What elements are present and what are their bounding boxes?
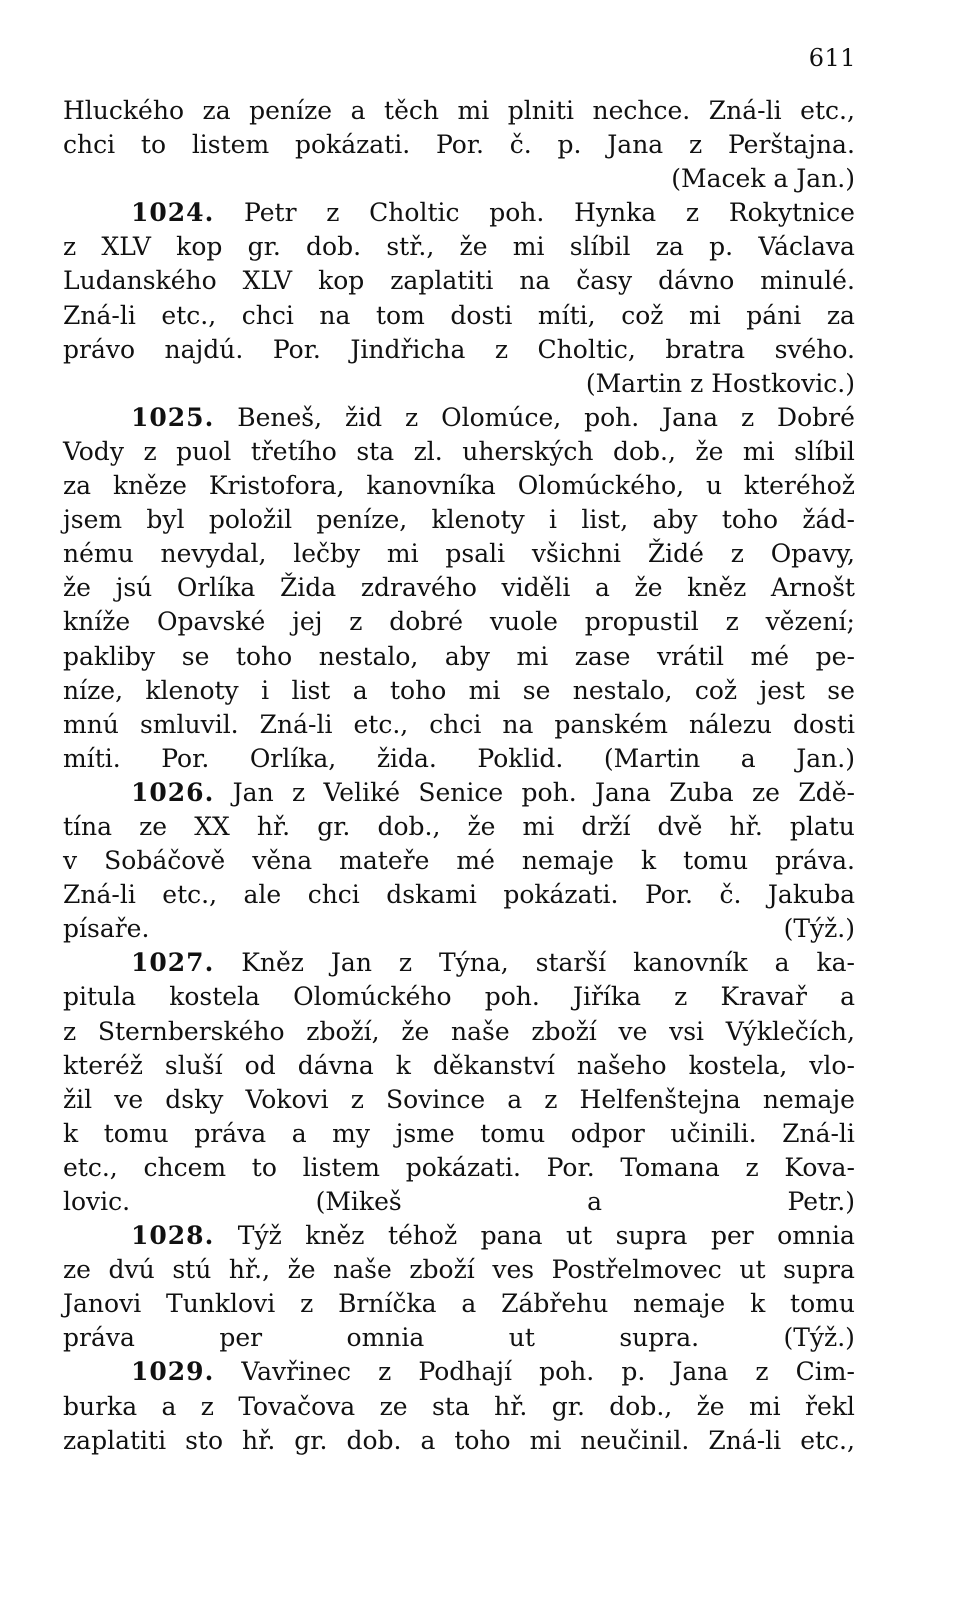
text-line: pitula kostela Olomúckého poh. Jiříka z Kravař a — [63, 982, 855, 1012]
entry-heading-1026: 1026. Jan z Veliké Senice poh. Jana Zuba ze Zdě- — [63, 776, 855, 810]
text-line: jsem byl položil peníze, klenoty i list, aby toho žád- — [63, 505, 855, 535]
text-line: níze, klenoty i list a toho mi se nestalo, což jest se — [63, 675, 855, 705]
text-line: mnú smluvil. Zná-li etc., chci na panském nálezu dosti — [63, 709, 855, 739]
entry-heading-1025: 1025. Beneš, žid z Olomúce, poh. Jana z Dobré — [63, 401, 855, 435]
text-line: žil ve dsky Vokovi z Sovince a z Helfenštejna nemaje — [63, 1084, 855, 1114]
text-line: nému nevydal, lečby mi psali všichni Židé z Opavy, — [63, 539, 855, 569]
entry-heading-1028: 1028. Týž kněz téhož pana ut supra per omnia — [63, 1219, 855, 1253]
text-line: práva per omnia ut supra. (Týž.) — [63, 1323, 855, 1353]
text-line: burka a z Tovačova ze sta hř. gr. dob., že mi řekl — [63, 1391, 855, 1421]
text-line: ze dvú stú hř., že naše zboží ves Postřelmovec ut supra — [63, 1255, 855, 1285]
text-line-signature: (Macek a Jan.) — [671, 164, 855, 194]
text-line: kníže Opavské jej z dobré vuole propustil z vězení; — [63, 607, 855, 637]
text-line: Zná-li etc., chci na tom dosti míti, což mi páni za — [63, 300, 855, 330]
text-line: písaře. (Týž.) — [63, 914, 855, 944]
text-line: z Sternberského zboží, že naše zboží ve vsi Výklečích, — [63, 1016, 855, 1046]
text-line: lovic. (Mikeš a Petr.) — [63, 1187, 855, 1216]
text-line: kteréž sluší od dávna k děkanství našeho kostela, vlo- — [63, 1050, 855, 1080]
text-line: k tomu práva a my jsme tomu odpor učinili. Zná-li — [63, 1118, 855, 1148]
text-line: etc., chcem to listem pokázati. Por. Tomana z Kova- — [63, 1152, 855, 1182]
text-line: právo najdú. Por. Jindřicha z Choltic, bratra svého. — [63, 334, 855, 364]
text-line: Zná-li etc., ale chci dskami pokázati. Por. č. Jakuba — [63, 880, 855, 910]
text-line: Vody z puol třetího sta zl. uherských dob., že mi slíbil — [63, 436, 855, 466]
page-number: 611 — [808, 44, 856, 72]
text-line: v Sobáčově věna mateře mé nemaje k tomu práva. — [63, 846, 855, 876]
entry-number: 1026. — [131, 777, 215, 807]
text-line: z XLV kop gr. dob. stř., že mi slíbil za p. Václava — [63, 232, 855, 262]
text-line: míti. Por. Orlíka, žida. Poklid. (Martin a Jan.) — [63, 743, 855, 773]
text-line: za kněze Kristofora, kanovníka Olomúckého, u kteréhož — [63, 471, 855, 501]
text-line: Hluckého za peníze a těch mi plniti nechce. Zná-li etc., — [63, 96, 855, 125]
text-line: zaplatiti sto hř. gr. dob. a toho mi neučinil. Zná-li etc., — [63, 1425, 855, 1455]
text-line: pakliby se toho nestalo, aby mi zase vrátil mé pe- — [63, 641, 855, 671]
text-line: že jsú Orlíka Žida zdravého viděli a že kněz Arnošt — [63, 573, 855, 603]
text-line-signature: (Martin z Hostkovic.) — [585, 368, 855, 398]
entry-number: 1025. — [131, 402, 215, 432]
entry-heading-1027: 1027. Kněz Jan z Týna, starší kanovník a ka- — [63, 946, 855, 980]
text-line: chci to listem pokázati. Por. č. p. Jana z Perštajna. — [63, 130, 855, 160]
entry-number: 1028. — [131, 1221, 215, 1251]
entry-heading-1029: 1029. Vavřinec z Podhají poh. p. Jana z Cim- — [63, 1355, 855, 1389]
text-line: Janovi Tunklovi z Brníčka a Zábřehu nemaje k tomu — [63, 1289, 855, 1319]
entry-number: 1029. — [131, 1357, 215, 1387]
entry-number: 1024. — [131, 198, 215, 228]
text-line: Ludanského XLV kop zaplatiti na časy dávno minulé. — [63, 266, 855, 296]
text-block — [63, 94, 855, 1458]
text-line: tína ze XX hř. gr. dob., že mi drží dvě hř. platu — [63, 811, 855, 841]
entry-number: 1027. — [131, 948, 215, 978]
entry-heading-1024: 1024. Petr z Choltic poh. Hynka z Rokytnice — [63, 196, 855, 230]
